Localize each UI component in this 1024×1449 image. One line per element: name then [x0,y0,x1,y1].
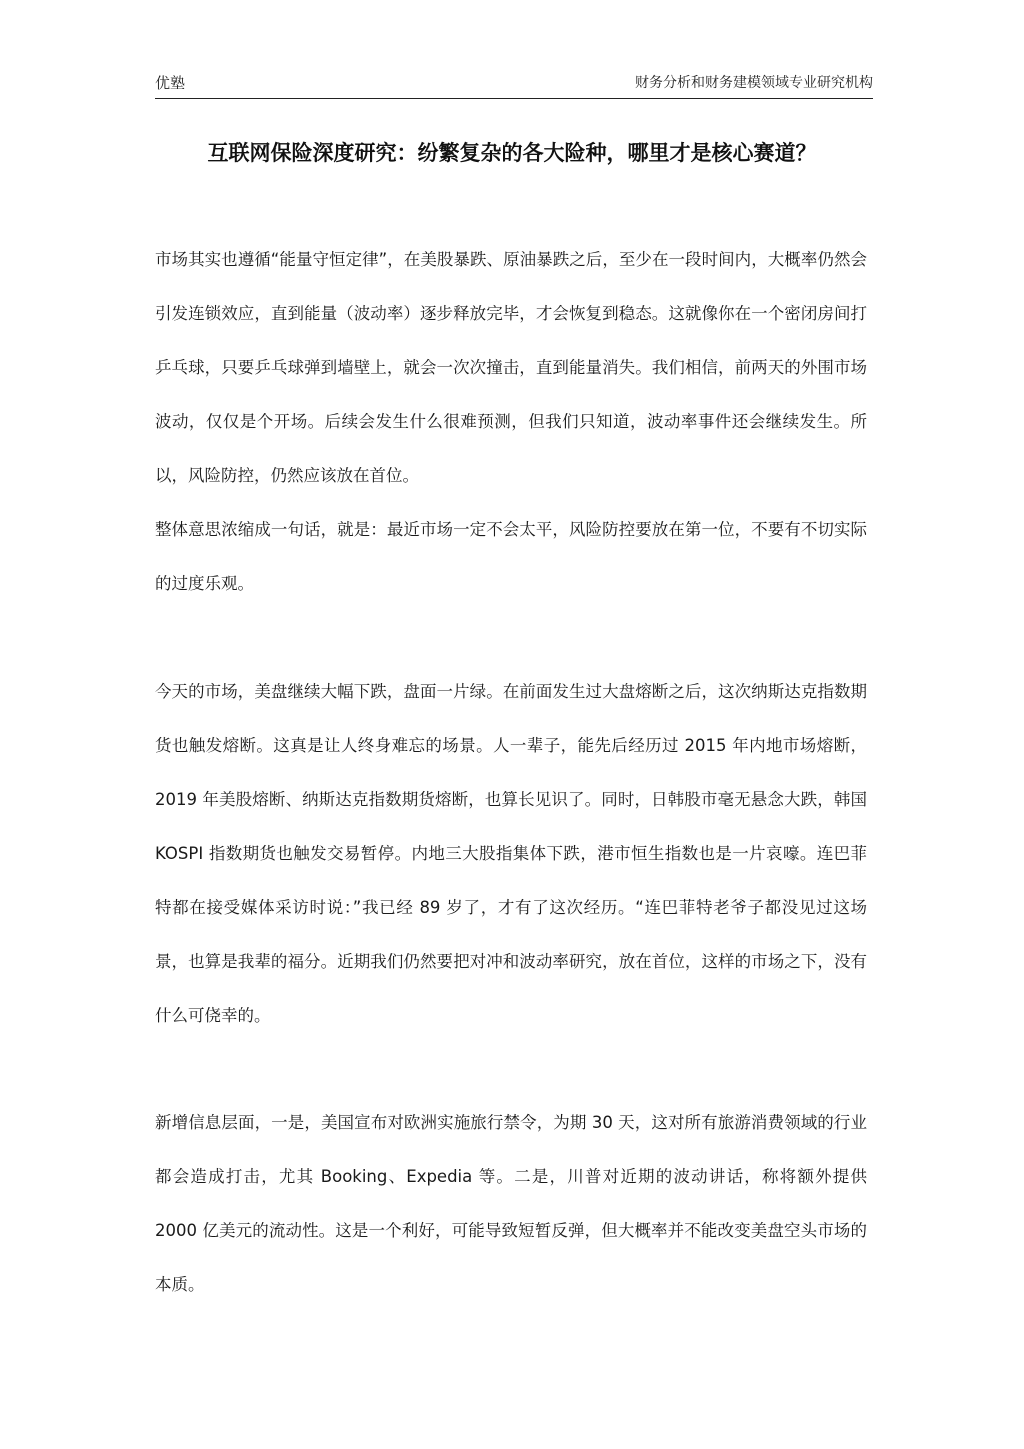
header-brand: 优塾 [155,74,186,92]
paragraph: 新增信息层面，一是，美国宣布对欧洲实施旅行禁令，为期 30 天，这对所有旅游消费领域的行业都会造成打击，尤其 Booking、Expedia 等。二是，川普对近期的波动讲话，称将额外提供 2000 亿美元的流动性。这是一个利好，可能导致短暂反弹，但大概率并不能改变美盘空头市场的本质。 [155,1113,867,1294]
paragraph: 整体意思浓缩成一句话，就是：最近市场一定不会太平，风险防控要放在第一位，不要有不切实际的过度乐观。 [155,520,867,593]
document-title: 互联网保险深度研究：纷繁复杂的各大险种，哪里才是核心赛道？ [207,141,817,165]
paragraph: 市场其实也遵循“能量守恒定律”，在美股暴跌、原油暴跌之后，至少在一段时间内，大概率仍然会引发连锁效应，直到能量（波动率）逐步释放完毕，才会恢复到稳态。这就像你在一个密闭房间打乒乓球，只要乒乓球弹到墙壁上，就会一次次撞击，直到能量消失。我们相信，前两天的外围市场波动，仅仅是个开场。后续会发生什么很难预测，但我们只知道，波动率事件还会继续发生。所以，风险防控，仍然应该放在首位。 [155,250,867,485]
page-header [155,72,873,99]
paragraph: 今天的市场，美盘继续大幅下跌，盘面一片绿。在前面发生过大盘熔断之后，这次纳斯达克指数期货也触发熔断。这真是让人终身难忘的场景。人一辈子，能先后经历过 2015 年内地市场熔断，2019 年美股熔断、纳斯达克指数期货熔断，也算长见识了。同时，日韩股市毫无悬念大跌，韩国 KOSPI 指数期货也触发交易暂停。内地三大股指集体下跌，港市恒生指数也是一片哀嚎。连巴菲特都在接受媒体采访时说：”我已经 89 岁了，才有了这次经历。“连巴菲特老爷子都没见过这场景，也算是我辈的福分。近期我们仍然要把对冲和波动率研究，放在首位，这样的市场之下，没有什么可侥幸的。 [155,682,867,1025]
header-tagline: 财务分析和财务建模领域专业研究机构 [635,75,873,91]
